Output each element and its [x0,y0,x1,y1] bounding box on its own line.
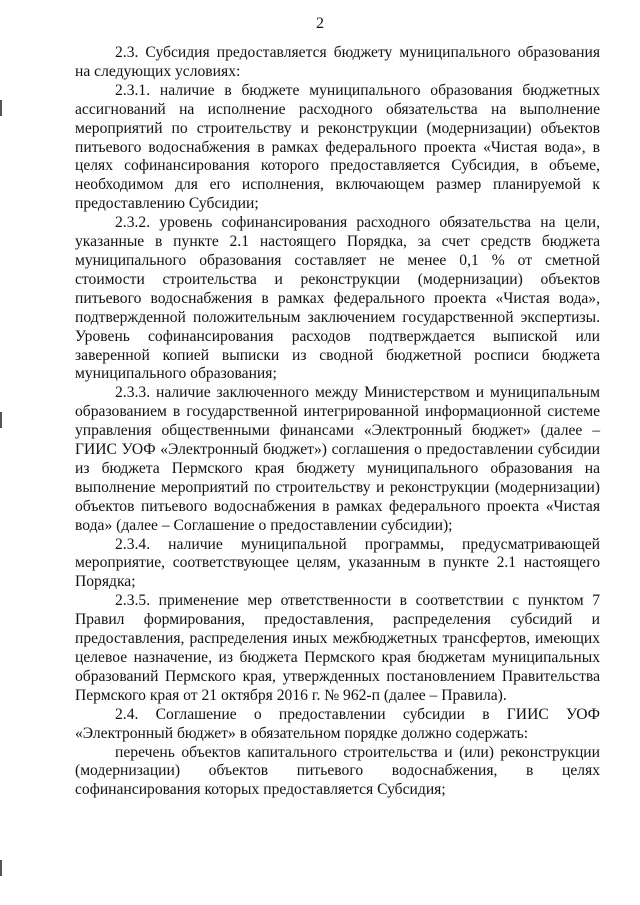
document-body [75,44,600,800]
scan-edge-mark-middle [0,412,2,428]
page-number: 2 [316,15,324,32]
scan-edge-mark-top [0,100,2,116]
paragraph-object-list: перечень объектов капитального строительства и (или) реконструкции (модернизации) объектов питьевого водоснабжения, в целях софинансирования которых предоставляется Субсидия; [75,743,600,799]
paragraph-2-3-3: 2.3.3. наличие заключенного между Министерством и муниципальным образованием в государственной интегрированной информационной системе управления общественными финансами «Электронный бюджет» (далее – ГИИС УОФ «Электронный бюджет») соглашения о предоставлении субсидии из бюджета Пермского края бюджету муниципального образования на выполнение мероприятий по строительству и реконструкции (модернизации) объектов питьевого водоснабжения в рамках федерального проекта «Чистая вода» (далее – Соглашение о предоставлении субсидии); [75,384,600,534]
scan-edge-mark-bottom [0,860,2,876]
paragraph-2-3-2: 2.3.2. уровень софинансирования расходного обязательства на цели, указанные в пункте 2.1 настоящего Порядка, за счет средств бюджета муниципального образования составляет не менее 0,1 % от сметной стоимости строительства и реконструкции (модернизации) объектов питьевого водоснабжения в рамках федерального проекта «Чистая вода», подтвержденной положительным заключением государственной экспертизы. Уровень софинансирования расходов подтверждается выпиской или заверенной копией выписки из сводной бюджетной росписи бюджета муниципального образования; [75,214,600,383]
paragraph-2-3-4: 2.3.4. наличие муниципальной программы, предусматривающей мероприятие, соответствующее целям, указанным в пункте 2.1 настоящего Порядка; [75,535,600,591]
paragraph-2-4: 2.4. Соглашение о предоставлении субсидии в ГИИС УОФ «Электронный бюджет» в обязательном порядке должно содержать: [75,705,600,742]
paragraph-2-3-5: 2.3.5. применение мер ответственности в соответствии с пунктом 7 Правил формирования, предоставления, распределения субсидий и предоставления, распределения иных межбюджетных трансфертов, имеющих целевое назначение, из бюджета Пермского края бюджетам муниципальных образований Пермского края, утвержденных постановлением Правительства Пермского края от 21 октября 2016 г. № 962-п (далее – Правила). [75,592,600,704]
paragraph-2-3: 2.3. Субсидия предоставляется бюджету муниципального образования на следующих условиях: [75,44,600,80]
paragraph-2-3-1: 2.3.1. наличие в бюджете муниципального образования бюджетных ассигнований на исполнение расходного обязательства на выполнение мероприятий по строительству и реконструкции (модернизации) объектов питьевого водоснабжения в рамках федерального проекта «Чистая вода», в целях софинансирования которого предоставляется Субсидия, в объеме, необходимом для его исполнения, включающем размер планируемой к предоставлению Субсидии; [75,81,600,213]
